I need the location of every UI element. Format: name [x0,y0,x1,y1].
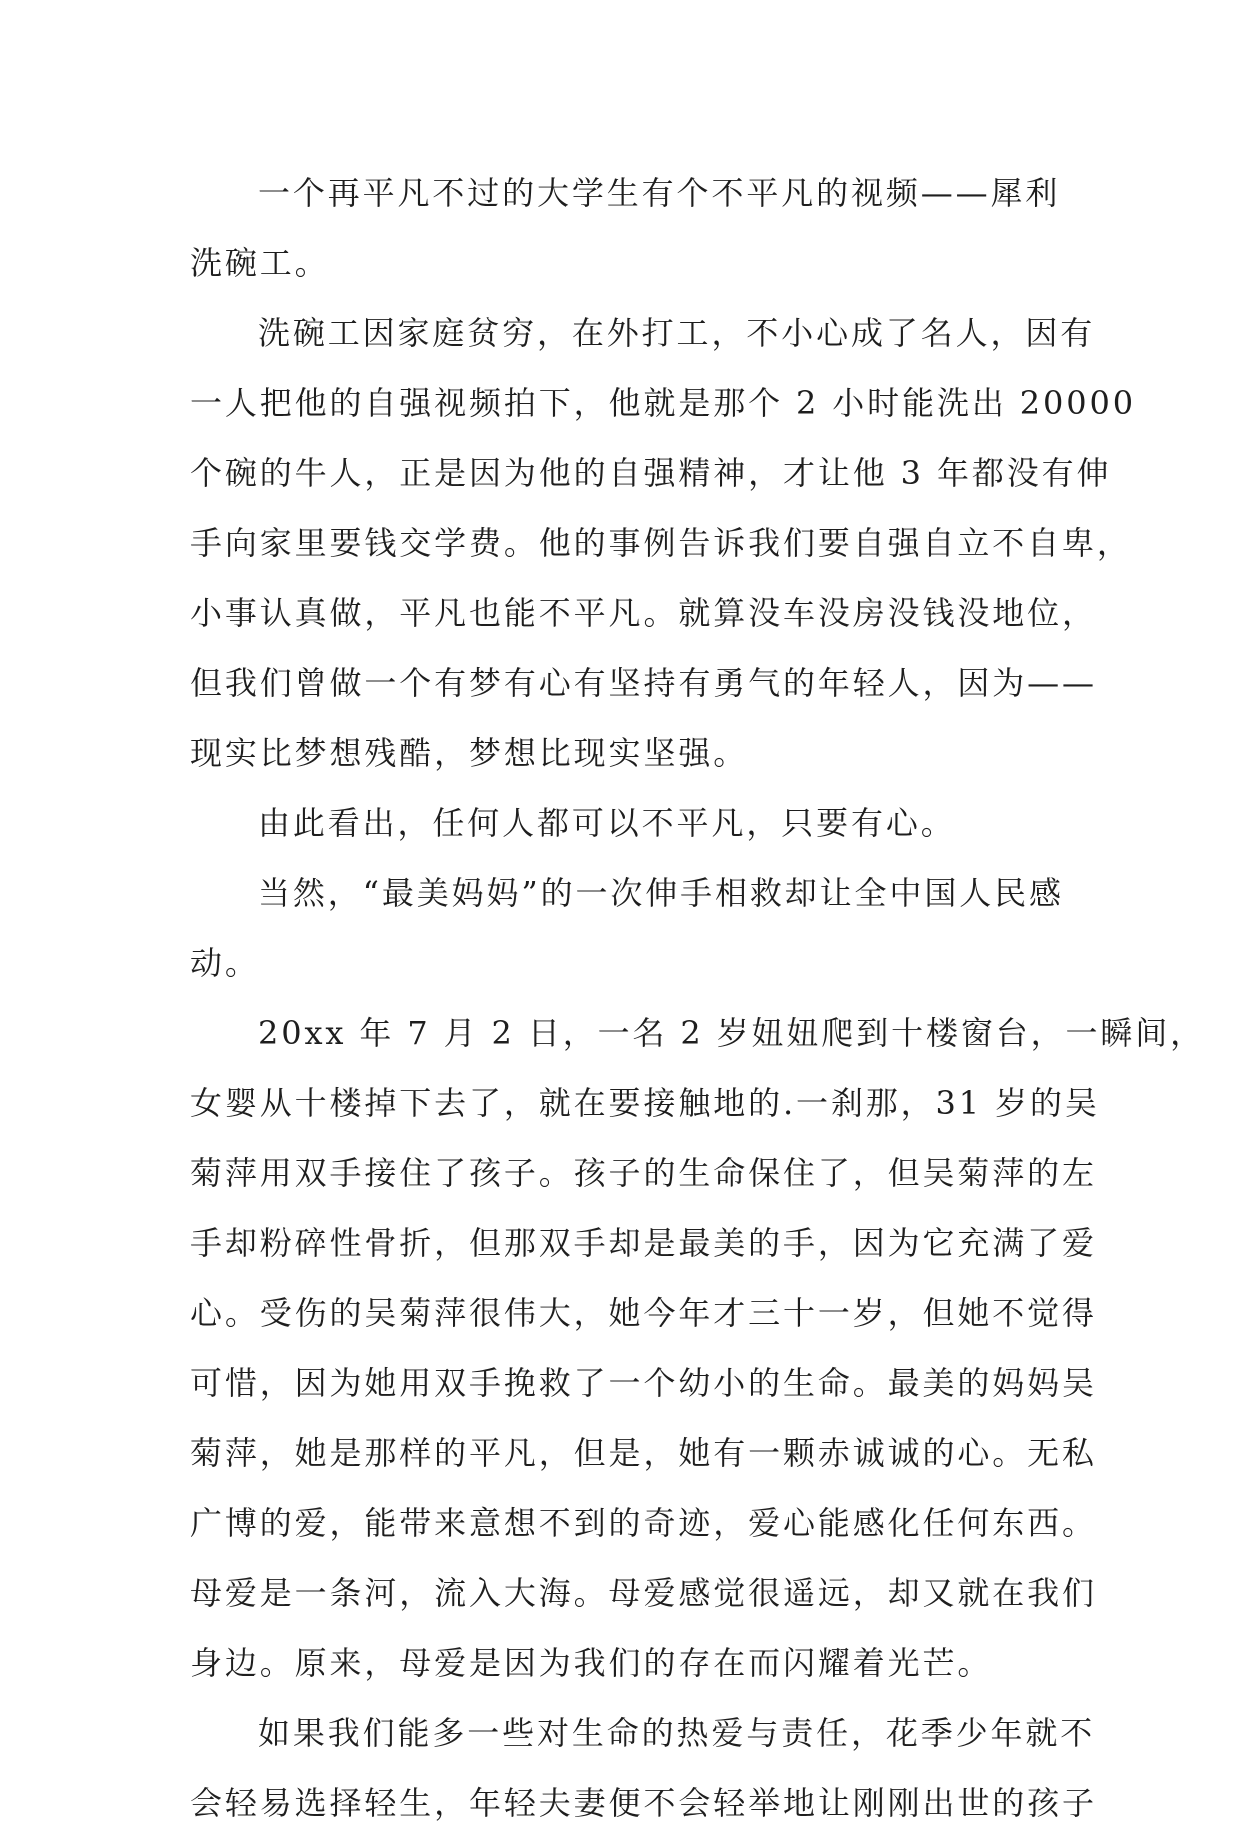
paragraph-1 [190,158,1070,298]
text-line: 可惜，因为她用双手挽救了一个幼小的生命。最美的妈妈吴 [190,1364,1097,1402]
paragraph-6 [190,1698,1097,1838]
text-line: 会轻易选择轻生，年轻夫妻便不会轻举地让刚刚出世的孩子 [190,1784,1097,1822]
text-line: 如果我们能多一些对生命的热爱与责任，花季少年就不 [258,1714,1096,1752]
text-line: 心。受伤的吴菊萍很伟大，她今年才三十一岁，但她不觉得 [190,1294,1097,1332]
document-body [190,158,1206,1838]
text-line: 女婴从十楼掉下去了，就在要接触地的.一刹那，31 岁的吴 [190,1084,1100,1122]
text-line: 洗碗工。 [190,244,330,282]
text-line: 现实比梦想残酷，梦想比现实坚强。 [190,734,749,772]
text-line: 手向家里要钱交学费。他的事例告诉我们要自强自立不自卑， [190,524,1132,562]
text-line: 母爱是一条河，流入大海。母爱感觉很遥远，却又就在我们 [190,1574,1097,1612]
text-line: 菊萍，她是那样的平凡，但是，她有一颗赤诚诚的心。无私 [190,1434,1097,1472]
text-line: 但我们曾做一个有梦有心有坚持有勇气的年轻人，因为—— [190,664,1097,702]
paragraph-4 [190,858,1070,998]
text-line: 小事认真做，平凡也能不平凡。就算没车没房没钱没地位， [190,594,1097,632]
paragraph-5 [190,998,1206,1698]
text-line: 20xx 年 7 月 2 日，一名 2 岁妞妞爬到十楼窗台，一瞬间， [258,1014,1206,1052]
text-line: 一人把他的自强视频拍下，他就是那个 2 小时能洗出 20000 [190,384,1136,422]
text-line: 动。 [190,944,260,982]
text-line: 菊萍用双手接住了孩子。孩子的生命保住了，但吴菊萍的左 [190,1154,1097,1192]
text-line: 手却粉碎性骨折，但那双手却是最美的手，因为它充满了爱 [190,1224,1097,1262]
text-line: 广博的爱，能带来意想不到的奇迹，爱心能感化任何东西。 [190,1504,1097,1542]
text-line: 身边。原来，母爱是因为我们的存在而闪耀着光芒。 [190,1644,993,1682]
text-line: 一个再平凡不过的大学生有个不平凡的视频——犀利 [258,174,1061,212]
paragraph-3 [190,788,1070,858]
text-line: 个碗的牛人，正是因为他的自强精神，才让他 3 年都没有伸 [190,454,1112,492]
text-line: 洗碗工因家庭贫穷，在外打工，不小心成了名人，因有 [258,314,1096,352]
text-line: 当然，“最美妈妈”的一次伸手相救却让全中国人民感 [258,874,1064,912]
text-line: 由此看出，任何人都可以不平凡，只要有心。 [258,804,956,842]
paragraph-2 [190,298,1136,788]
